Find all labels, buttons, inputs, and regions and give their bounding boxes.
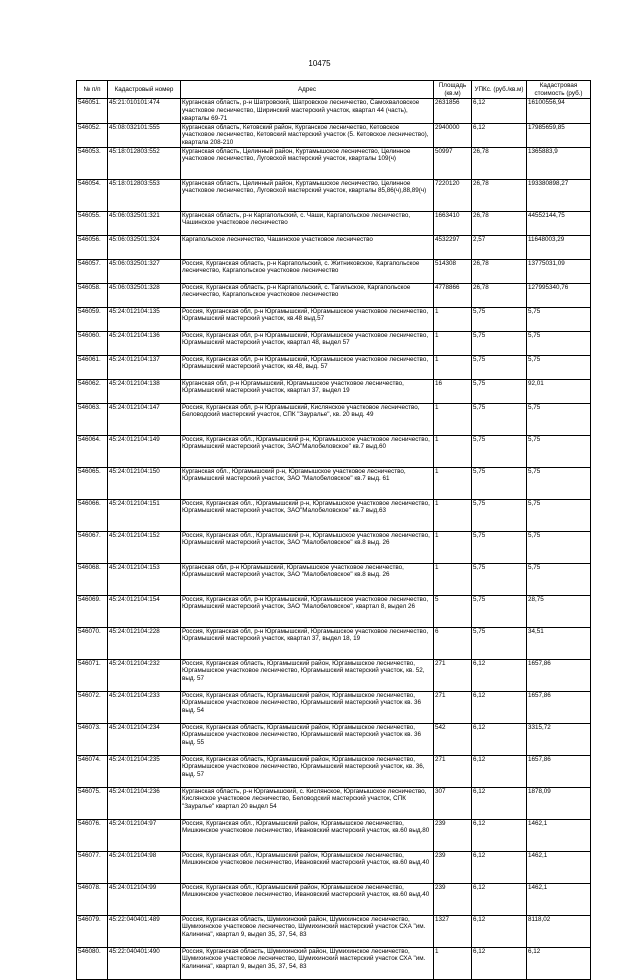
cadastral-value-cell: 28,75 bbox=[527, 595, 591, 627]
upks-cell: 6,12 bbox=[472, 123, 527, 147]
table-row bbox=[77, 659, 591, 691]
row-number-cell: 546057. bbox=[77, 259, 108, 283]
row-number-cell: 546076. bbox=[77, 819, 108, 851]
area-cell: 514308 bbox=[434, 259, 472, 283]
cadastral-value-cell: 3315,72 bbox=[527, 723, 591, 755]
area-cell: 239 bbox=[434, 883, 472, 915]
cadastral-value-cell: 1657,86 bbox=[527, 755, 591, 787]
table-row bbox=[77, 819, 591, 851]
upks-cell: 26,78 bbox=[472, 147, 527, 179]
address-cell: Курганская область, Кетовский район, Курганское лесничество, Кетовское участковое лесничество, Кетовский мастерский участок (5. Кетовское лесничество), квартала 208-210 bbox=[181, 123, 434, 147]
table-row bbox=[77, 307, 591, 331]
address-cell: Россия, Курганская обл, р-н Юргамышский, Кислянское участковое лесничество, Беловодский мастерский участок, СПК "Зауралье", кв. 20 выд. 49 bbox=[181, 403, 434, 435]
address-cell: Россия, Курганская область, р-н Каргапольский, с. Тагильское, Каргапольское лесничество, Каргапольское участковое лесничество bbox=[181, 283, 434, 307]
upks-cell: 6,12 bbox=[472, 851, 527, 883]
address-cell: Россия, Курганская область, Юргамышский район, Юргамышское лесничество, Юргамышское участковое лесничество, Юргамышский мастерский участок кв. 36 выд. 55 bbox=[181, 723, 434, 755]
table-row bbox=[77, 595, 591, 627]
cadastral-value-cell: 13775031,09 bbox=[527, 259, 591, 283]
table-row bbox=[77, 283, 591, 307]
area-cell: 4532297 bbox=[434, 235, 472, 259]
address-cell: Россия, Курганская обл, р-н Юргамышский, Юргамышское участковое лесничество, Юргамышский мастерский участок, ЗАО "Малобеловское", квартал 8, выдел 26 bbox=[181, 595, 434, 627]
upks-cell: 5,75 bbox=[472, 307, 527, 331]
header-upks: УПКс. (руб./кв.м) bbox=[472, 81, 527, 99]
area-cell: 5 bbox=[434, 595, 472, 627]
table-row bbox=[77, 723, 591, 755]
address-cell: Россия, Курганская обл., Юргамышский р-н, Юргамышское участковое лесничество, Юргамышский мастерский участок, ЗАО"Малобеловское" кв.7 выд.63 bbox=[181, 499, 434, 531]
area-cell: 1 bbox=[434, 947, 472, 979]
row-number-cell: 546075. bbox=[77, 787, 108, 819]
table-row bbox=[77, 947, 591, 979]
cadastral-number-cell: 45:24:012104:228 bbox=[108, 627, 181, 659]
area-cell: 2940000 bbox=[434, 123, 472, 147]
area-cell: 271 bbox=[434, 691, 472, 723]
area-cell: 16 bbox=[434, 379, 472, 403]
cadastral-value-cell: 5,75 bbox=[527, 331, 591, 355]
cadastral-number-cell: 45:24:012104:232 bbox=[108, 659, 181, 691]
cadastral-value-cell: 5,75 bbox=[527, 307, 591, 331]
area-cell: 1 bbox=[434, 467, 472, 499]
row-number-cell: 546067. bbox=[77, 531, 108, 563]
address-cell: Курганская обл., Юргамышский р-н, Юргамышское участковое лесничество, Юргамышский мастерский участок, ЗАО "Малобеловское" кв.7 выд. 61 bbox=[181, 467, 434, 499]
upks-cell: 5,75 bbox=[472, 467, 527, 499]
row-number-cell: 546063. bbox=[77, 403, 108, 435]
address-cell: Россия, Курганская обл, р-н Юргамышский, Юргамышское участковое лесничество, Юргамышский мастерский участок, квартал 48, выдел 57 bbox=[181, 331, 434, 355]
cadastral-number-cell: 45:24:012104:150 bbox=[108, 467, 181, 499]
row-number-cell: 546071. bbox=[77, 659, 108, 691]
table-row bbox=[77, 915, 591, 947]
upks-cell: 26,78 bbox=[472, 283, 527, 307]
area-cell: 7220120 bbox=[434, 179, 472, 211]
table-row bbox=[77, 99, 591, 123]
area-cell: 2631856 bbox=[434, 99, 472, 123]
address-cell: Россия, Курганская обл., Юргамышский район, Юргамышское лесничество, Мишкинское участковое лесничество, Ивановский мастерский участок, кв.60 выд.80 bbox=[181, 819, 434, 851]
row-number-cell: 546053. bbox=[77, 147, 108, 179]
area-cell: 1 bbox=[434, 331, 472, 355]
address-cell: Курганская область, р-н Каргапольский, с. Чаши, Каргапольское лесничество, Чашинское участковое лесничество bbox=[181, 211, 434, 235]
row-number-cell: 546058. bbox=[77, 283, 108, 307]
row-number-cell: 546056. bbox=[77, 235, 108, 259]
cadastral-number-cell: 45:24:012104:233 bbox=[108, 691, 181, 723]
cadastral-number-cell: 45:24:012104:138 bbox=[108, 379, 181, 403]
upks-cell: 6,12 bbox=[472, 723, 527, 755]
row-number-cell: 546064. bbox=[77, 435, 108, 467]
cadastral-value-cell: 34,51 bbox=[527, 627, 591, 659]
address-cell: Курганская обл, р-н Юргамышский, Юргамышское участковое лесничество, Юргамышский мастерский участок, квартал 37, выдел 19 bbox=[181, 379, 434, 403]
cadastral-value-cell: 1462,1 bbox=[527, 819, 591, 851]
cadastral-number-cell: 45:08:032101:555 bbox=[108, 123, 181, 147]
address-cell: Россия, Курганская обл., Юргамышский район, Юргамышское лесничество, Мишкинское участковое лесничество, Ивановский мастерский участок, кв.60 выд.40 bbox=[181, 851, 434, 883]
area-cell: 271 bbox=[434, 755, 472, 787]
address-cell: Курганская область, Целинный район, Куртамышское лесничество, Целинное участковое лесничество, Луговской мастерский участок, кварталы 85,86(ч),88,89(ч) bbox=[181, 179, 434, 211]
table-row bbox=[77, 691, 591, 723]
area-cell: 542 bbox=[434, 723, 472, 755]
address-cell: Курганская область, р-н Юргамышский, с. Кислянское, Юргамышское лесничество, Кислянское участковое лесничество, Беловодский мастерский участок, СПК "Зауралье" квартал 20 выдел 54 bbox=[181, 787, 434, 819]
cadastral-number-cell: 45:24:012104:153 bbox=[108, 563, 181, 595]
row-number-cell: 546055. bbox=[77, 211, 108, 235]
upks-cell: 5,75 bbox=[472, 531, 527, 563]
table-row bbox=[77, 147, 591, 179]
upks-cell: 5,75 bbox=[472, 403, 527, 435]
cadastral-value-cell: 5,75 bbox=[527, 499, 591, 531]
address-cell: Россия, Курганская область, Юргамышский район, Юргамышское лесничество, Юргамышское участковое лесничество, Юргамышский мастерский участок кв. 36 выд. 54 bbox=[181, 691, 434, 723]
address-cell: Россия, Курганская обл., Юргамышский р-н, Юргамышское участковое лесничество, Юргамышский мастерский участок, ЗАО"Малобеловское" кв.7 выд.60 bbox=[181, 435, 434, 467]
cadastral-number-cell: 45:24:012104:147 bbox=[108, 403, 181, 435]
row-number-cell: 546066. bbox=[77, 499, 108, 531]
cadastral-value-cell: 5,75 bbox=[527, 355, 591, 379]
address-cell: Россия, Курганская область, Юргамышский район, Юргамышское лесничество, Юргамышское участковое лесничество, Юргамышский мастерский участок, кв. 52, выд. 57 bbox=[181, 659, 434, 691]
cadastral-value-cell: 5,75 bbox=[527, 531, 591, 563]
upks-cell: 26,78 bbox=[472, 259, 527, 283]
cadastral-number-cell: 45:24:012104:234 bbox=[108, 723, 181, 755]
area-cell: 1 bbox=[434, 499, 472, 531]
upks-cell: 5,75 bbox=[472, 435, 527, 467]
row-number-cell: 546059. bbox=[77, 307, 108, 331]
address-cell: Россия, Курганская область, Шумихинский район, Шумихинское лесничество, Шумихинское участковое лесничество, Шумихинский мастерский участок СХА "им. Калинина", квартал 9, выдел 35, 37, 54, 83 bbox=[181, 947, 434, 979]
cadastral-value-cell: 44552144,75 bbox=[527, 211, 591, 235]
table-row bbox=[77, 883, 591, 915]
upks-cell: 5,75 bbox=[472, 379, 527, 403]
cadastral-value-cell: 1657,86 bbox=[527, 691, 591, 723]
table-row bbox=[77, 851, 591, 883]
cadastral-value-cell: 5,75 bbox=[527, 563, 591, 595]
table-row bbox=[77, 467, 591, 499]
cadastral-number-cell: 45:24:012104:99 bbox=[108, 883, 181, 915]
page-number: 10475 bbox=[308, 59, 331, 68]
row-number-cell: 546073. bbox=[77, 723, 108, 755]
table-row bbox=[77, 499, 591, 531]
address-cell: Россия, Курганская обл., Юргамышский район, Юргамышское лесничество, Мишкинское участковое лесничество, Ивановский мастерский участок, кв.60 выд.40 bbox=[181, 883, 434, 915]
address-cell: Каргапольское лесничество, Чашинское участковое лесничество bbox=[181, 235, 434, 259]
area-cell: 307 bbox=[434, 787, 472, 819]
row-number-cell: 546062. bbox=[77, 379, 108, 403]
cadastral-number-cell: 45:06:032501:324 bbox=[108, 235, 181, 259]
cadastral-number-cell: 45:18:012803:553 bbox=[108, 179, 181, 211]
upks-cell: 6,12 bbox=[472, 947, 527, 979]
upks-cell: 6,12 bbox=[472, 755, 527, 787]
cadastral-value-cell: 193380898,27 bbox=[527, 179, 591, 211]
cadastral-number-cell: 45:24:012104:136 bbox=[108, 331, 181, 355]
cadastral-value-cell: 1365883,9 bbox=[527, 147, 591, 179]
table-row bbox=[77, 531, 591, 563]
table-row bbox=[77, 563, 591, 595]
area-cell: 271 bbox=[434, 659, 472, 691]
table-row bbox=[77, 179, 591, 211]
cadastral-value-cell: 8118,02 bbox=[527, 915, 591, 947]
area-cell: 239 bbox=[434, 851, 472, 883]
row-number-cell: 546080. bbox=[77, 947, 108, 979]
cadastral-value-cell: 1657,86 bbox=[527, 659, 591, 691]
area-cell: 1 bbox=[434, 307, 472, 331]
area-cell: 1 bbox=[434, 531, 472, 563]
cadastral-value-cell: 1878,09 bbox=[527, 787, 591, 819]
upks-cell: 26,78 bbox=[472, 179, 527, 211]
cadastral-value-cell: 16100556,94 bbox=[527, 99, 591, 123]
cadastral-value-cell: 17985659,85 bbox=[527, 123, 591, 147]
area-cell: 4778866 bbox=[434, 283, 472, 307]
area-cell: 1 bbox=[434, 355, 472, 379]
header-row-number: № п/п bbox=[77, 81, 108, 99]
address-cell: Россия, Курганская обл., Юргамышский р-н, Юргамышское участковое лесничество, Юргамышский мастерский участок, ЗАО "Малобеловское" кв.8 выд. 26 bbox=[181, 531, 434, 563]
table-row bbox=[77, 235, 591, 259]
area-cell: 6 bbox=[434, 627, 472, 659]
upks-cell: 6,12 bbox=[472, 819, 527, 851]
table-row bbox=[77, 379, 591, 403]
table-row bbox=[77, 435, 591, 467]
cadastral-number-cell: 45:18:012803:552 bbox=[108, 147, 181, 179]
header-address: Адрес bbox=[181, 81, 434, 99]
area-cell: 1 bbox=[434, 403, 472, 435]
cadastral-number-cell: 45:24:012104:236 bbox=[108, 787, 181, 819]
cadastral-number-cell: 45:24:012104:97 bbox=[108, 819, 181, 851]
address-cell: Россия, Курганская обл, р-н Юргамышский, Юргамышское участковое лесничество, Юргамышский мастерский участок, квартал 37, выдел 18, 19 bbox=[181, 627, 434, 659]
upks-cell: 5,75 bbox=[472, 499, 527, 531]
table-row bbox=[77, 331, 591, 355]
area-cell: 239 bbox=[434, 819, 472, 851]
area-cell: 1327 bbox=[434, 915, 472, 947]
row-number-cell: 546072. bbox=[77, 691, 108, 723]
upks-cell: 6,12 bbox=[472, 659, 527, 691]
row-number-cell: 546078. bbox=[77, 883, 108, 915]
cadastral-number-cell: 45:24:012104:152 bbox=[108, 531, 181, 563]
cadastral-registry-table bbox=[76, 80, 591, 980]
cadastral-value-cell: 127995340,76 bbox=[527, 283, 591, 307]
row-number-cell: 546051. bbox=[77, 99, 108, 123]
cadastral-number-cell: 45:24:012104:151 bbox=[108, 499, 181, 531]
cadastral-number-cell: 45:06:032501:321 bbox=[108, 211, 181, 235]
table-header-row bbox=[77, 81, 591, 99]
table-row bbox=[77, 403, 591, 435]
cadastral-value-cell: 6,12 bbox=[527, 947, 591, 979]
cadastral-number-cell: 45:24:012104:137 bbox=[108, 355, 181, 379]
upks-cell: 26,78 bbox=[472, 211, 527, 235]
address-cell: Россия, Курганская область, р-н Каргапольский, с. Житниковское, Каргапольское лесничество, Каргапольское участковое лесничество bbox=[181, 259, 434, 283]
address-cell: Россия, Курганская обл, р-н Юргамышский, Юргамышское участковое лесничество, Юргамышский мастерский участок, кв.48 выд.57 bbox=[181, 307, 434, 331]
upks-cell: 6,12 bbox=[472, 787, 527, 819]
upks-cell: 6,12 bbox=[472, 915, 527, 947]
row-number-cell: 546077. bbox=[77, 851, 108, 883]
table-row bbox=[77, 259, 591, 283]
address-cell: Россия, Курганская обл, р-н Юргамышский, Юргамышское участковое лесничество, Юргамышский мастерский участок, кв.48, выд. 57 bbox=[181, 355, 434, 379]
row-number-cell: 546079. bbox=[77, 915, 108, 947]
upks-cell: 6,12 bbox=[472, 883, 527, 915]
cadastral-value-cell: 1462,1 bbox=[527, 883, 591, 915]
address-cell: Россия, Курганская область, Юргамышский район, Юргамышское лесничество, Юргамышское участковое лесничество, Юргамышский мастерский участок, кв. 36, выд. 57 bbox=[181, 755, 434, 787]
cadastral-value-cell: 5,75 bbox=[527, 467, 591, 499]
header-cadastral-value: Кадастровая стоимость (руб.) bbox=[527, 81, 591, 99]
table-row bbox=[77, 787, 591, 819]
row-number-cell: 546061. bbox=[77, 355, 108, 379]
table-row bbox=[77, 211, 591, 235]
upks-cell: 6,12 bbox=[472, 691, 527, 723]
address-cell: Россия, Курганская область, Шумихинский район, Шумихинское лесничество, Шумихинское участковое лесничество, Шумихинский мастерский участок СХА "им. Калинина", квартал 9, выдел 35, 37, 54, 83 bbox=[181, 915, 434, 947]
row-number-cell: 546052. bbox=[77, 123, 108, 147]
table-row bbox=[77, 355, 591, 379]
row-number-cell: 546060. bbox=[77, 331, 108, 355]
area-cell: 1 bbox=[434, 435, 472, 467]
cadastral-value-cell: 11648003,29 bbox=[527, 235, 591, 259]
upks-cell: 5,75 bbox=[472, 595, 527, 627]
header-area: Площадь (кв.м) bbox=[434, 81, 472, 99]
cadastral-value-cell: 5,75 bbox=[527, 403, 591, 435]
upks-cell: 5,75 bbox=[472, 563, 527, 595]
area-cell: 1663410 bbox=[434, 211, 472, 235]
upks-cell: 5,75 bbox=[472, 331, 527, 355]
upks-cell: 6,12 bbox=[472, 99, 527, 123]
area-cell: 1 bbox=[434, 563, 472, 595]
cadastral-number-cell: 45:24:012104:135 bbox=[108, 307, 181, 331]
row-number-cell: 546054. bbox=[77, 179, 108, 211]
row-number-cell: 546065. bbox=[77, 467, 108, 499]
area-cell: 50997 bbox=[434, 147, 472, 179]
cadastral-number-cell: 45:24:012104:154 bbox=[108, 595, 181, 627]
cadastral-number-cell: 45:06:032501:328 bbox=[108, 283, 181, 307]
row-number-cell: 546070. bbox=[77, 627, 108, 659]
cadastral-value-cell: 92,01 bbox=[527, 379, 591, 403]
upks-cell: 5,75 bbox=[472, 627, 527, 659]
table-row bbox=[77, 755, 591, 787]
cadastral-number-cell: 45:22:040401:490 bbox=[108, 947, 181, 979]
upks-cell: 5,75 bbox=[472, 355, 527, 379]
cadastral-number-cell: 45:24:012104:235 bbox=[108, 755, 181, 787]
table-body bbox=[77, 99, 591, 979]
row-number-cell: 546068. bbox=[77, 563, 108, 595]
table-row bbox=[77, 627, 591, 659]
row-number-cell: 546069. bbox=[77, 595, 108, 627]
address-cell: Курганская обл, р-н Юргамышский, Юргамышское участковое лесничество, Юргамышский мастерский участок, ЗАО "Малобеловское" кв.8 выд. 26 bbox=[181, 563, 434, 595]
upks-cell: 2,57 bbox=[472, 235, 527, 259]
cadastral-number-cell: 45:06:032501:327 bbox=[108, 259, 181, 283]
cadastral-number-cell: 45:22:040401:489 bbox=[108, 915, 181, 947]
address-cell: Курганская область, р-н Шатровский, Шатровское лесничество, Самохваловское участковое лесничество, Ширинский мастерский участок, квартал 44 (часть), кварталы 69-71 bbox=[181, 99, 434, 123]
cadastral-value-cell: 1462,1 bbox=[527, 851, 591, 883]
cadastral-value-cell: 5,75 bbox=[527, 435, 591, 467]
address-cell: Курганская область, Целинный район, Куртамышское лесничество, Целинное участковое лесничество, Луговской мастерский участок, кварталы 109(ч) bbox=[181, 147, 434, 179]
cadastral-number-cell: 45:24:012104:98 bbox=[108, 851, 181, 883]
cadastral-number-cell: 45:24:012104:149 bbox=[108, 435, 181, 467]
table-row bbox=[77, 123, 591, 147]
header-cadastral-number: Кадастровый номер bbox=[108, 81, 181, 99]
cadastral-number-cell: 45:21:010101:474 bbox=[108, 99, 181, 123]
row-number-cell: 546074. bbox=[77, 755, 108, 787]
